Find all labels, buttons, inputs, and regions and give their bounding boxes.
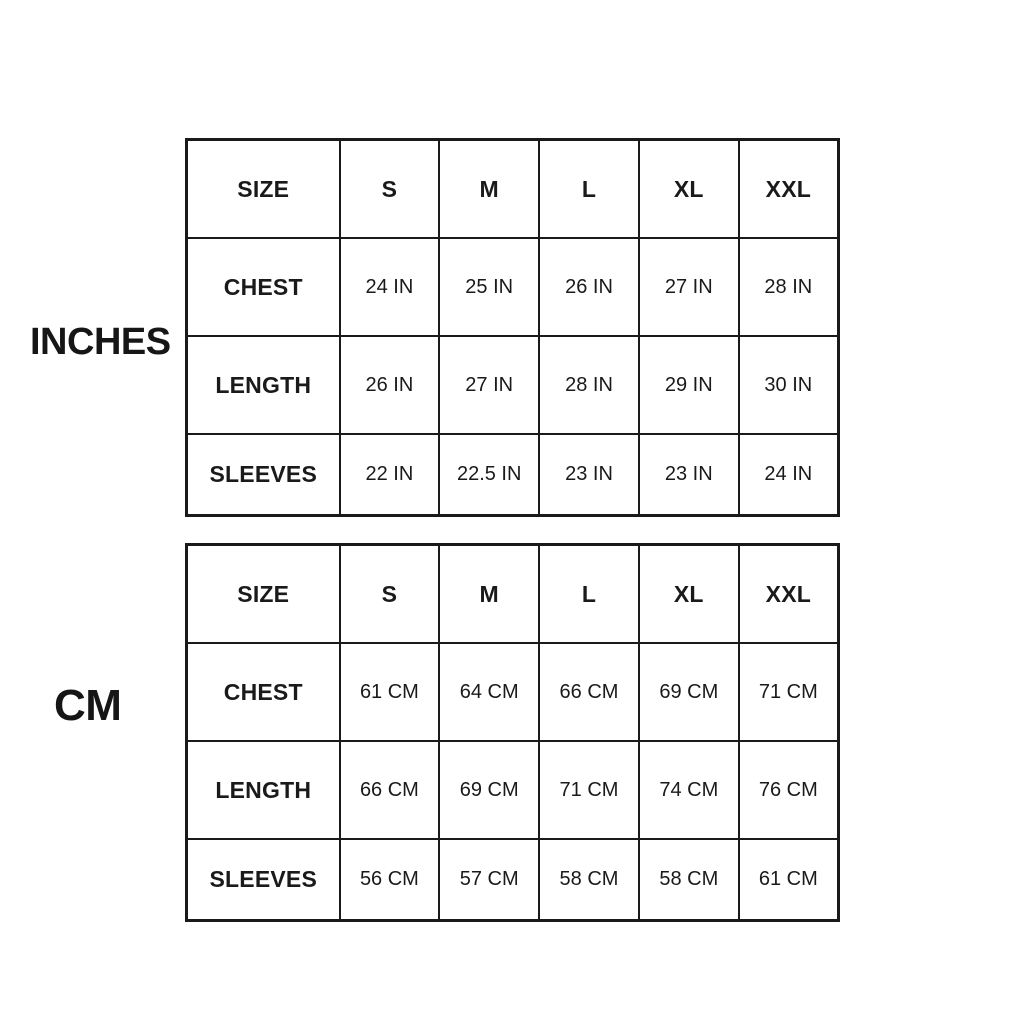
size-chart-inches-table — [185, 138, 840, 517]
table-row-sleeves — [187, 839, 839, 921]
table-cell: 30 IN — [739, 336, 839, 434]
header-cell-m: M — [439, 545, 539, 644]
table-cell: 27 IN — [439, 336, 539, 434]
header-cell-size: SIZE — [187, 140, 340, 239]
table-header-row — [187, 545, 839, 644]
table-row-length — [187, 336, 839, 434]
table-cell: 56 CM — [340, 839, 440, 921]
table-cell: 23 IN — [539, 434, 639, 516]
size-chart-cm-table — [185, 543, 840, 922]
header-cell-s: S — [340, 545, 440, 644]
table-cell: 58 CM — [639, 839, 739, 921]
table-cell: 69 CM — [639, 643, 739, 741]
table-cell: 29 IN — [639, 336, 739, 434]
table-cell: 69 CM — [439, 741, 539, 839]
table-cell: 58 CM — [539, 839, 639, 921]
header-cell-l: L — [539, 140, 639, 239]
row-label-sleeves: SLEEVES — [187, 434, 340, 516]
row-label-sleeves: SLEEVES — [187, 839, 340, 921]
table-header-row — [187, 140, 839, 239]
table-row-chest — [187, 643, 839, 741]
table-cell: 26 IN — [340, 336, 440, 434]
table-cell: 74 CM — [639, 741, 739, 839]
table-row-chest — [187, 238, 839, 336]
table-cell: 28 IN — [539, 336, 639, 434]
header-cell-m: M — [439, 140, 539, 239]
row-label-chest: CHEST — [187, 238, 340, 336]
row-label-length: LENGTH — [187, 336, 340, 434]
table-cell: 22.5 IN — [439, 434, 539, 516]
header-cell-size: SIZE — [187, 545, 340, 644]
table-cell: 26 IN — [539, 238, 639, 336]
header-cell-xl: XL — [639, 545, 739, 644]
header-cell-xxl: XXL — [739, 545, 839, 644]
table-cell: 66 CM — [340, 741, 440, 839]
table-cell: 25 IN — [439, 238, 539, 336]
unit-label-cm: CM — [54, 681, 122, 730]
table-cell: 61 CM — [340, 643, 440, 741]
unit-label-inches: INCHES — [30, 321, 171, 363]
table-cell: 24 IN — [340, 238, 440, 336]
header-cell-xl: XL — [639, 140, 739, 239]
table-cell: 64 CM — [439, 643, 539, 741]
table-cell: 66 CM — [539, 643, 639, 741]
table-cell: 76 CM — [739, 741, 839, 839]
row-label-length: LENGTH — [187, 741, 340, 839]
table-row-sleeves — [187, 434, 839, 516]
table-cell: 71 CM — [739, 643, 839, 741]
table-cell: 61 CM — [739, 839, 839, 921]
header-cell-l: L — [539, 545, 639, 644]
table-cell: 23 IN — [639, 434, 739, 516]
header-cell-s: S — [340, 140, 440, 239]
table-cell: 27 IN — [639, 238, 739, 336]
table-cell: 22 IN — [340, 434, 440, 516]
row-label-chest: CHEST — [187, 643, 340, 741]
table-row-length — [187, 741, 839, 839]
table-cell: 57 CM — [439, 839, 539, 921]
table-cell: 28 IN — [739, 238, 839, 336]
table-cell: 71 CM — [539, 741, 639, 839]
table-cell: 24 IN — [739, 434, 839, 516]
header-cell-xxl: XXL — [739, 140, 839, 239]
